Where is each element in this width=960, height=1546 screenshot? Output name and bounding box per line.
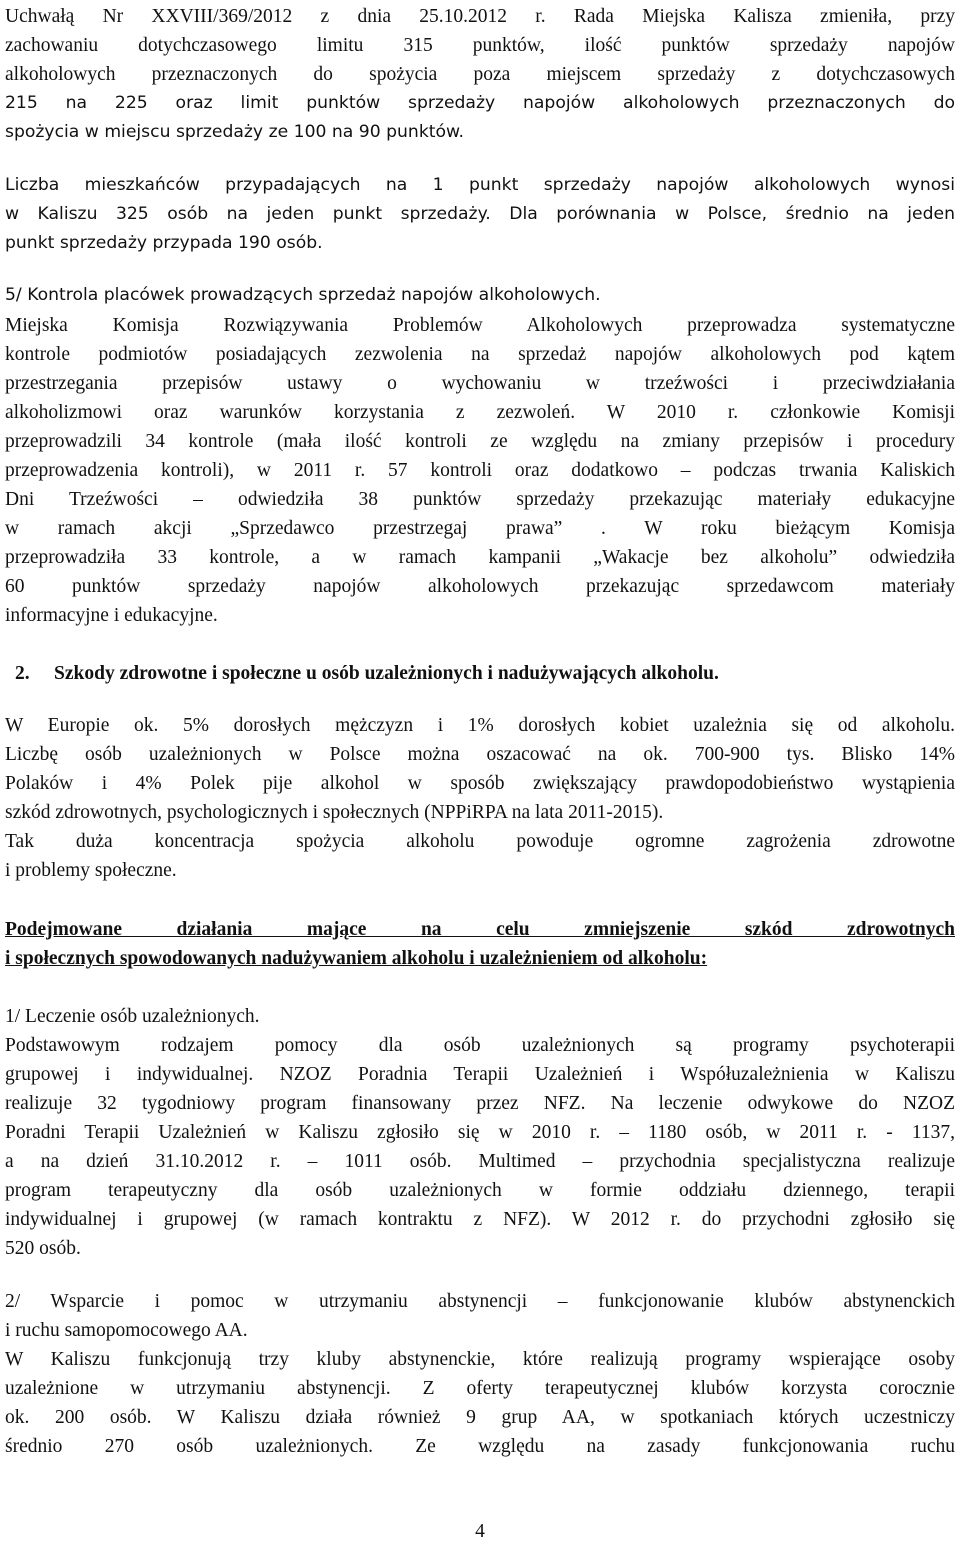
text-line: W Kaliszu funkcjonują trzy kluby abstynenckie, które realizują programy wspierające osoby [5, 1349, 955, 1370]
resolution-paragraph [5, 2, 955, 147]
section-title: Szkody zdrowotne i społeczne u osób uzależnionych i nadużywających alkoholu. [54, 663, 719, 684]
item-heading: 1/ Leczenie osób uzależnionych. [5, 1006, 260, 1027]
residents-paragraph [5, 171, 955, 258]
section-5-heading: 5/ Kontrola placówek prowadzących sprzedaż napojów alkoholowych. [5, 285, 601, 305]
text-line: 520 osób. [5, 1238, 81, 1259]
text-line: alkoholowych przeznaczonych do spożycia poza miejscem sprzedaży z dotychczasowych [5, 64, 955, 85]
text-line: Dni Trzeźwości – odwiedziła 38 punktów sprzedaży przekazując materiały edukacyjne [5, 489, 955, 510]
text-line: w ramach akcji „Sprzedawco przestrzegaj prawa” . W roku bieżącym Komisja [5, 518, 955, 539]
text-line: alkoholizmowi oraz warunków korzystania z zezwoleń. W 2010 r. członkowie Komisji [5, 402, 955, 423]
section-5-body [5, 311, 955, 630]
text-line: Podstawowym rodzajem pomocy dla osób uzależnionych są programy psychoterapii [5, 1035, 955, 1056]
text-line: punkt sprzedaży przypada 190 osób. [5, 233, 323, 253]
text-line: zachowaniu dotychczasowego limitu 315 punktów, ilość punktów sprzedaży napojów [5, 35, 955, 56]
text-line: i społecznych spowodowanych nadużywaniem alkoholu i uzależnieniem od alkoholu: [5, 948, 708, 969]
text-line: i problemy społeczne. [5, 860, 177, 881]
text-line: przestrzegania przepisów ustawy o wychowaniu w trzeźwości i przeciwdziałania [5, 373, 955, 394]
text-line: a na dzień 31.10.2012 r. – 1011 osób. Multimed – przychodnia specjalistyczna realizuje [5, 1151, 955, 1172]
text-line: Polaków i 4% Polek pije alkohol w sposób zwiększający prawdopodobieństwo wystąpienia [5, 773, 955, 794]
text-line: kontrole podmiotów posiadających zezwolenia na sprzedaż napojów alkoholowych pod kątem [5, 344, 955, 365]
text-line: przeprowadziła 33 kontrole, a w ramach kampanii „Wakacje bez alkoholu” odwiedziła [5, 547, 955, 568]
text-line: Tak duża koncentracja spożycia alkoholu powoduje ogromne zagrożenia zdrowotne [5, 831, 955, 852]
section-2-heading [5, 659, 955, 688]
text-line: Uchwałą Nr XXVIII/369/2012 z dnia 25.10.2012 r. Rada Miejska Kalisza zmieniła, przy [5, 6, 955, 27]
item-heading: i ruchu samopomocowego AA. [5, 1320, 248, 1341]
text-line: Liczba mieszkańców przypadających na 1 punkt sprzedaży napojów alkoholowych wynosi [5, 175, 955, 195]
item-heading: 2/ Wsparcie i pomoc w utrzymaniu abstynencji – funkcjonowanie klubów abstynenckich [5, 1291, 955, 1312]
text-line: informacyjne i edukacyjne. [5, 605, 218, 626]
text-line: Liczbę osób uzależnionych w Polsce można oszacować na ok. 700-900 tys. Blisko 14% [5, 744, 955, 765]
text-line: 215 na 225 oraz limit punktów sprzedaży napojów alkoholowych przeznaczonych do [5, 93, 955, 113]
text-line: grupowej i indywidualnej. NZOZ Poradnia Terapii Uzależnień i Współuzależnienia w Kaliszu [5, 1064, 955, 1085]
text-line: W Europie ok. 5% dorosłych mężczyzn i 1% dorosłych kobiet uzależnia się od alkoholu. [5, 715, 955, 736]
text-line: Miejska Komisja Rozwiązywania Problemów Alkoholowych przeprowadza systematyczne [5, 315, 955, 336]
text-line: Podejmowane działania mające na celu zmniejszenie szkód zdrowotnych [5, 919, 955, 940]
section-number: 2. [15, 663, 30, 684]
text-line: realizuje 32 tygodniowy program finansowany przez NFZ. Na leczenie odwykowe do NZOZ [5, 1093, 955, 1114]
actions-heading [5, 915, 955, 973]
text-line: w Kaliszu 325 osób na jeden punkt sprzedaży. Dla porównania w Polsce, średnio na jeden [5, 204, 955, 224]
page-number: 4 [475, 1521, 485, 1542]
text-line: Poradni Terapii Uzależnień w Kaliszu zgłosiło się w 2010 r. – 1180 osób, w 2011 r. - 1137, [5, 1122, 955, 1143]
text-line: uzależnione w utrzymaniu abstynencji. Z oferty terapeutycznej klubów korzysta corocznie [5, 1378, 955, 1399]
text-line: przeprowadzili 34 kontrole (mała ilość kontroli ze względu na zmiany przepisów i procedury [5, 431, 955, 452]
text-line: 60 punktów sprzedaży napojów alkoholowych przekazując sprzedawcom materiały [5, 576, 955, 597]
text-line: szkód zdrowotnych, psychologicznych i społecznych (NPPiRPA na lata 2011-2015). [5, 802, 664, 823]
text-line: przeprowadzenia kontroli), w 2011 r. 57 kontroli oraz dodatkowo – podczas trwania Kaliskich [5, 460, 955, 481]
support-section [5, 1287, 955, 1461]
text-line: spożycia w miejscu sprzedaży ze 100 na 90 punktów. [5, 122, 464, 142]
europe-paragraph [5, 711, 955, 885]
text-line: ok. 200 osób. W Kaliszu działa również 9 grup AA, w spotkaniach których uczestniczy [5, 1407, 955, 1428]
text-line: program terapeutyczny dla osób uzależnionych w formie oddziału dziennego, terapii [5, 1180, 955, 1201]
treatment-section [5, 1002, 955, 1263]
text-line: indywidualnej i grupowej (w ramach kontraktu z NFZ). W 2012 r. do przychodni zgłosiło się [5, 1209, 955, 1230]
text-line: średnio 270 osób uzależnionych. Ze względu na zasady funkcjonowania ruchu [5, 1436, 955, 1457]
